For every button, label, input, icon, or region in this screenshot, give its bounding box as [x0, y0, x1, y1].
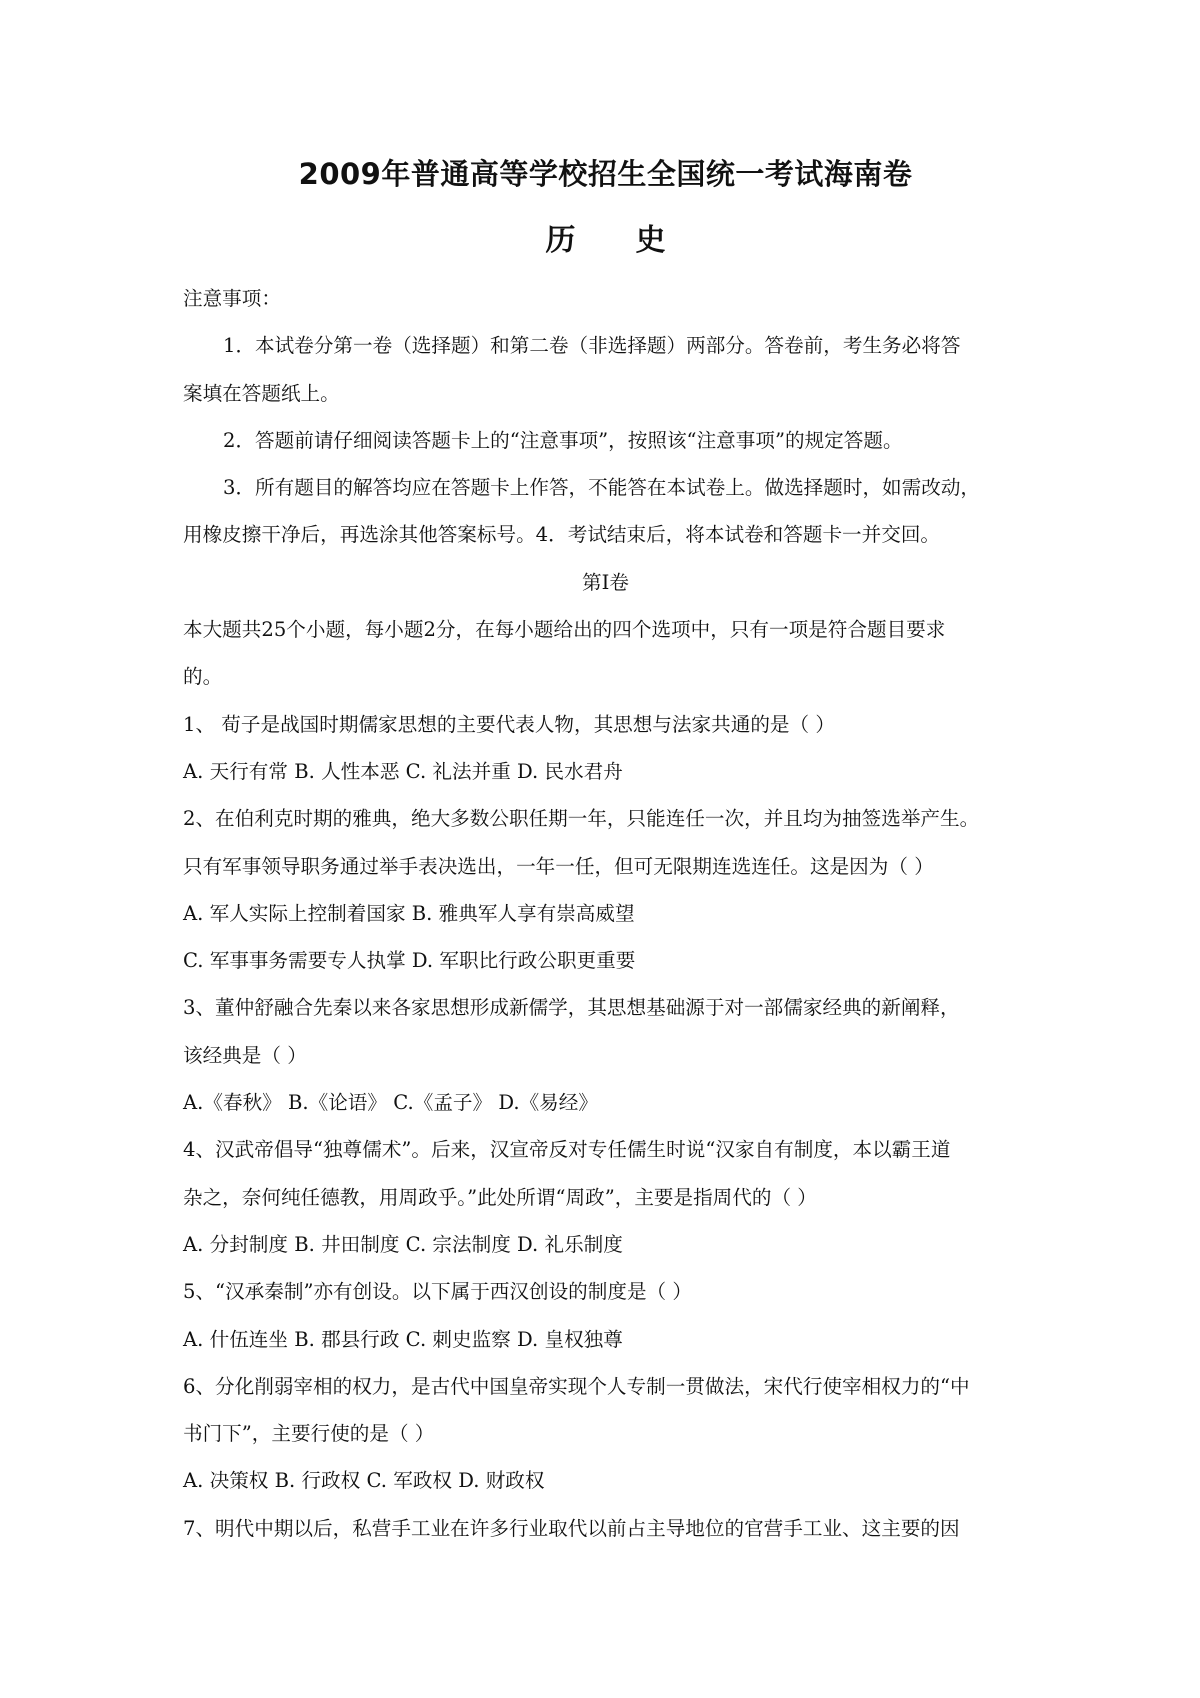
question-3-stem-continued: 该经典是（ ）: [183, 1043, 307, 1067]
question-6-stem: 6、分化削弱宰相的权力，是古代中国皇帝实现个人专制一贯做法，宋代行使宰相权力的“中: [183, 1374, 970, 1398]
section-title: 第Ⅰ卷: [582, 570, 629, 594]
section-instructions-continued: 的。: [183, 665, 223, 689]
question-2-options-cd: C. 军事事务需要专人执掌 D. 军职比行政公职更重要: [183, 949, 636, 973]
notice-item-2: 2．答题前请仔细阅读答题卡上的“注意事项”，按照该“注意事项”的规定答题。: [223, 428, 903, 452]
question-5-stem: 5、“汉承秦制”亦有创设。以下属于西汉创设的制度是（ ）: [183, 1280, 692, 1304]
question-3-options: A.《春秋》 B.《论语》 C.《孟子》 D.《易经》: [183, 1091, 598, 1115]
question-3-stem: 3、董仲舒融合先秦以来各家思想形成新儒学，其思想基础源于对一部儒家经典的新阐释，: [183, 996, 960, 1020]
question-4-stem: 4、汉武帝倡导“独尊儒术”。后来，汉宣帝反对专任儒生时说“汉家自有制度，本以霸王道: [183, 1138, 951, 1162]
question-6-options: A. 决策权 B. 行政权 C. 军政权 D. 财政权: [183, 1469, 545, 1493]
question-7-stem: 7、明代中期以后，私营手工业在许多行业取代以前占主导地位的官营手工业、这主要的因: [183, 1516, 960, 1540]
question-2-options-ab: A. 军人实际上控制着国家 B. 雅典军人享有崇高威望: [183, 901, 635, 925]
section-instructions: 本大题共25个小题，每小题2分，在每小题给出的四个选项中，只有一项是符合题目要求: [183, 618, 946, 642]
question-5-options: A. 什伍连坐 B. 郡县行政 C. 刺史监察 D. 皇权独尊: [183, 1327, 623, 1351]
notice-item-3: 3．所有题目的解答均应在答题卡上作答，不能答在本试卷上。做选择题时，如需改动，: [223, 476, 981, 500]
question-1-options: A. 天行有常 B. 人性本恶 C. 礼法并重 D. 民水君舟: [183, 759, 623, 783]
question-4-stem-continued: 杂之，奈何纯任德教，用周政乎。”此处所谓“周政”，主要是指周代的（ ）: [183, 1185, 817, 1209]
notice-item-1-continued: 案填在答题纸上。: [183, 381, 340, 405]
question-1-stem: 1、 荀子是战国时期儒家思想的主要代表人物，其思想与法家共通的是（ ）: [183, 712, 835, 736]
subject-title: 历史: [545, 223, 726, 258]
question-6-stem-continued: 书门下”，主要行使的是（ ）: [183, 1422, 435, 1446]
exam-body: [183, 275, 1028, 1552]
notice-heading: 注意事项：: [183, 287, 281, 310]
question-2-stem: 2、在伯利克时期的雅典，绝大多数公职任期一年，只能连任一次，并且均为抽签选举产生。: [183, 807, 980, 831]
question-2-stem-continued: 只有军事领导职务通过举手表决选出，一年一任，但可无限期连选连任。这是因为（ ）: [183, 854, 934, 878]
question-4-options: A. 分封制度 B. 井田制度 C. 宗法制度 D. 礼乐制度: [183, 1232, 623, 1256]
notice-item-3-continued: 用橡皮擦干净后，再选涂其他答案标号。4．考试结束后，将本试卷和答题卡一并交回。: [183, 523, 941, 547]
exam-title: 2009年普通高等学校招生全国统一考试海南卷: [298, 157, 913, 191]
notice-item-1: 1．本试卷分第一卷（选择题）和第二卷（非选择题）两部分。答卷前，考生务必将答: [223, 334, 961, 358]
